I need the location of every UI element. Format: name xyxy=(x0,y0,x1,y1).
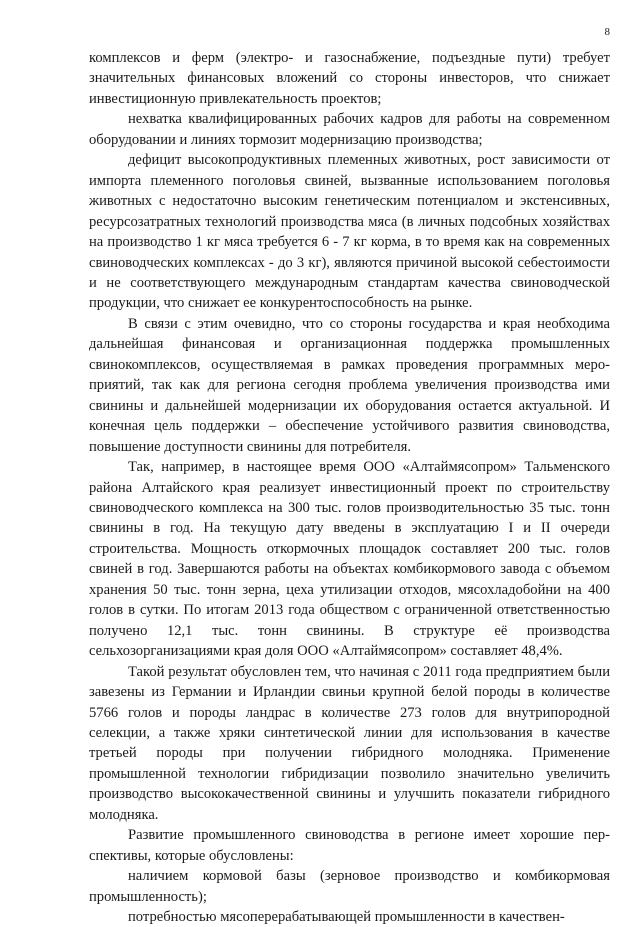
paragraph-4: В связи с этим очевидно, что со стороны государства и края необходима дальнейшая финансовая и организационная поддержка промышленных свинокомплексов, осуществляемая в рамках проведения программных мероприятий, так как для региона сегодня проблема увеличения производства ими свинины и дальнейшей модернизации их оборудования остается актуальной. И конечная цель поддержки – обеспечение устойчивого развития свиноводства, повышение доступности свинины для потребителя. xyxy=(89,315,610,455)
paragraph-7: Развитие промышленного свиноводства в регионе имеет хорошие перспективы, которые обусловлены: xyxy=(89,827,610,864)
paragraph-8: наличием кормовой базы (зерновое производство и комбикормовая промышленность); xyxy=(89,868,610,905)
paragraph-1: комплексов и ферм (электро- и газоснабжение, подъездные пути) требует значительных финансовых вложений со стороны инвесторов, что снижает инвестиционную привлекательность проектов; xyxy=(89,50,610,107)
paragraph-9: потребностью мясоперерабатывающей промышленности в качествен- xyxy=(128,909,565,926)
paragraph-3: дефицит высокопродуктивных племенных животных, рост зависимости от импорта племенного поголовья свиней, вызванные использованием поголовья животных с недостаточно высоким генетическим потенциалом и экстенсивных, ресурсозатратных технологий производства мяса (в личных подсобных хозяйствах на производство 1 кг мяса требуется 6 - 7 кг корма, в то время как на современных свиноводческих комплексах - до 3 кг), являются причиной высокой себестоимости и не соответствующего международным стандартам качества свиноводческой продукции, что снижает ее конкурентоспособность на рынке. xyxy=(89,152,610,312)
paragraph-6: Такой результат обусловлен тем, что начиная с 2011 года предприятием были завезены из Германии и Ирландии свиньи крупной белой породы в количестве 5766 голов и породы ландрас в количестве 273 голов для внутрипородной селекции, а также хряки синтетической линии для использования в качестве третьей породы при получении гибридного молодняка. Применение промышленной технологии гибридизации позволило значительно увеличить производство высококачественной свинины и улучшить показатели гибридного молодняка. xyxy=(89,663,610,823)
page-number: 8 xyxy=(604,26,610,38)
paragraph-2: нехватка квалифицированных рабочих кадров для работы на современном оборудовании и линиях тормозит модернизацию производства; xyxy=(89,111,610,148)
paragraph-5: Так, например, в настоящее время ООО «Алтаймясопром» Тальменского района Алтайского края реализует инвестиционный проект по строительству свиноводческого комплекса на 300 тыс. голов производительностью 35 тыс. тонн свинины в год. На текущую дату введены в эксплуатацию I и II очереди строительства. Мощность откормочных площадок составляет 200 тыс. голов свиней в год. Завершаются работы на объектах комбикормового завода с объемом хранения 50 тыс. тонн зерна, цеха утилизации отходов, мясохладобойни на 400 голов в сутки. По итогам 2013 года обществом с ограниченной ответственностью получено 12,1 тыс. тонн свинины. В структуре её производства сельхозорганизациями края доля ООО «Алтаймясопром» составляет 48,4%. xyxy=(89,459,610,660)
document-body xyxy=(89,48,610,927)
